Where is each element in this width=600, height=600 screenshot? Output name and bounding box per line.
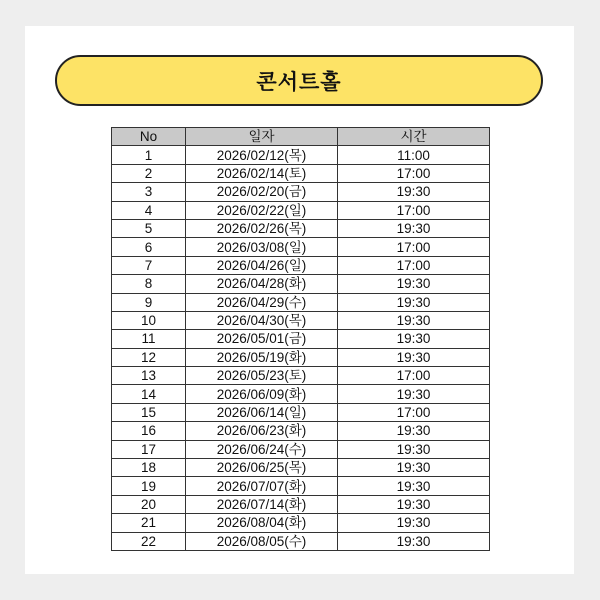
cell-time: 19:30: [338, 385, 490, 403]
cell-no: 17: [112, 440, 186, 458]
cell-date: 2026/07/14(화): [186, 495, 338, 513]
cell-date: 2026/04/28(화): [186, 275, 338, 293]
table-row: [112, 238, 490, 256]
cell-no: 20: [112, 495, 186, 513]
cell-date: 2026/04/29(수): [186, 293, 338, 311]
cell-time: 19:30: [338, 219, 490, 237]
cell-time: 19:30: [338, 183, 490, 201]
cell-time: 19:30: [338, 275, 490, 293]
cell-time: 19:30: [338, 532, 490, 550]
table-row: [112, 532, 490, 550]
title-banner: [55, 55, 543, 106]
cell-time: 17:00: [338, 403, 490, 421]
schedule-card: [25, 26, 574, 574]
cell-date: 2026/08/04(화): [186, 514, 338, 532]
table-row: [112, 459, 490, 477]
cell-no: 1: [112, 146, 186, 164]
cell-no: 5: [112, 219, 186, 237]
cell-date: 2026/06/25(목): [186, 459, 338, 477]
table-row: [112, 403, 490, 421]
cell-no: 15: [112, 403, 186, 421]
cell-no: 19: [112, 477, 186, 495]
cell-no: 9: [112, 293, 186, 311]
table-row: [112, 293, 490, 311]
page-title: 콘서트홀: [256, 69, 342, 94]
cell-no: 13: [112, 367, 186, 385]
cell-date: 2026/05/23(토): [186, 367, 338, 385]
cell-date: 2026/07/07(화): [186, 477, 338, 495]
cell-no: 7: [112, 256, 186, 274]
cell-date: 2026/03/08(일): [186, 238, 338, 256]
table-row: [112, 219, 490, 237]
table-row: [112, 385, 490, 403]
cell-no: 10: [112, 311, 186, 329]
cell-time: 19:30: [338, 440, 490, 458]
cell-no: 3: [112, 183, 186, 201]
cell-no: 18: [112, 459, 186, 477]
table-row: [112, 146, 490, 164]
cell-date: 2026/08/05(수): [186, 532, 338, 550]
cell-no: 21: [112, 514, 186, 532]
cell-time: 19:30: [338, 477, 490, 495]
cell-time: 19:30: [338, 293, 490, 311]
cell-date: 2026/05/01(금): [186, 330, 338, 348]
cell-date: 2026/06/24(수): [186, 440, 338, 458]
table-row: [112, 330, 490, 348]
cell-no: 8: [112, 275, 186, 293]
header-no: No: [112, 128, 186, 146]
cell-date: 2026/06/09(화): [186, 385, 338, 403]
cell-no: 12: [112, 348, 186, 366]
cell-date: 2026/04/30(목): [186, 311, 338, 329]
table-row: [112, 164, 490, 182]
table-header-row: [112, 128, 490, 146]
cell-time: 17:00: [338, 201, 490, 219]
cell-time: 17:00: [338, 256, 490, 274]
cell-date: 2026/02/12(목): [186, 146, 338, 164]
cell-time: 19:30: [338, 459, 490, 477]
cell-date: 2026/04/26(일): [186, 256, 338, 274]
cell-no: 11: [112, 330, 186, 348]
cell-time: 17:00: [338, 164, 490, 182]
cell-date: 2026/02/20(금): [186, 183, 338, 201]
cell-time: 19:30: [338, 348, 490, 366]
cell-date: 2026/02/22(일): [186, 201, 338, 219]
table-row: [112, 311, 490, 329]
table-row: [112, 495, 490, 513]
cell-no: 4: [112, 201, 186, 219]
table-row: [112, 477, 490, 495]
table-row: [112, 183, 490, 201]
table-row: [112, 348, 490, 366]
cell-date: 2026/06/14(일): [186, 403, 338, 421]
cell-no: 2: [112, 164, 186, 182]
cell-date: 2026/02/14(토): [186, 164, 338, 182]
cell-no: 14: [112, 385, 186, 403]
cell-date: 2026/06/23(화): [186, 422, 338, 440]
cell-time: 17:00: [338, 238, 490, 256]
header-date: 일자: [186, 128, 338, 146]
table-row: [112, 422, 490, 440]
cell-time: 19:30: [338, 422, 490, 440]
cell-time: 11:00: [338, 146, 490, 164]
table-row: [112, 514, 490, 532]
header-time: 시간: [338, 128, 490, 146]
table-row: [112, 440, 490, 458]
table-row: [112, 256, 490, 274]
cell-no: 22: [112, 532, 186, 550]
table-row: [112, 275, 490, 293]
cell-time: 19:30: [338, 495, 490, 513]
table-body: [112, 146, 490, 551]
schedule-table: [111, 127, 490, 551]
cell-time: 17:00: [338, 367, 490, 385]
cell-date: 2026/05/19(화): [186, 348, 338, 366]
cell-time: 19:30: [338, 330, 490, 348]
table-row: [112, 201, 490, 219]
cell-no: 6: [112, 238, 186, 256]
table-row: [112, 367, 490, 385]
cell-time: 19:30: [338, 514, 490, 532]
cell-no: 16: [112, 422, 186, 440]
cell-time: 19:30: [338, 311, 490, 329]
cell-date: 2026/02/26(목): [186, 219, 338, 237]
